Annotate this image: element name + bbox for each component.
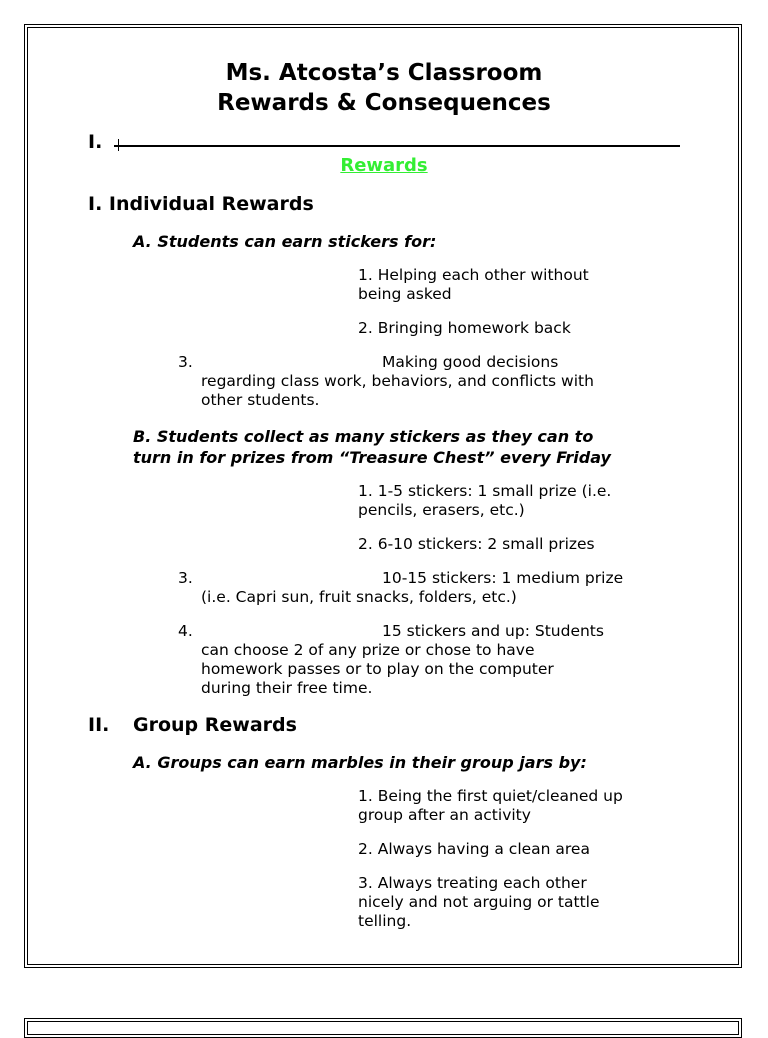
list-item: 1. 1-5 stickers: 1 small prize (i.e.: [358, 482, 612, 500]
section-group-rewards: Group Rewards: [133, 714, 297, 736]
list-item-cont: other students.: [201, 391, 320, 409]
subsection-b-collect-cont: turn in for prizes from “Treasure Chest” every Friday: [133, 448, 611, 467]
list-item-cont: homework passes or to play on the computer: [201, 660, 554, 678]
rule-tick-mark: [118, 139, 119, 151]
list-item-cont: regarding class work, behaviors, and conflicts with: [201, 372, 594, 390]
list-item: 2. 6-10 stickers: 2 small prizes: [358, 535, 595, 553]
list-item-number: 3.: [178, 353, 193, 371]
list-item: 1. Helping each other without: [358, 266, 589, 284]
roman-marker: I.: [88, 131, 103, 153]
list-item-cont: nicely and not arguing or tattle: [358, 893, 600, 911]
list-item-cont: during their free time.: [201, 679, 373, 697]
horizontal-rule: [110, 137, 680, 151]
next-page-border: [24, 1018, 742, 1038]
list-item: 15 stickers and up: Students: [382, 622, 604, 640]
section-individual-rewards: I. Individual Rewards: [88, 193, 314, 215]
list-item-cont: group after an activity: [358, 806, 531, 824]
list-item: 10-15 stickers: 1 medium prize: [382, 569, 624, 587]
subsection-a-marbles: A. Groups can earn marbles in their group jars by:: [133, 753, 587, 772]
list-item-cont: being asked: [358, 285, 452, 303]
page-subtitle: Rewards & Consequences: [217, 90, 551, 116]
list-item: 2. Bringing homework back: [358, 319, 571, 337]
list-item-cont: pencils, erasers, etc.): [358, 501, 525, 519]
list-item-cont: (i.e. Capri sun, fruit snacks, folders, etc.): [201, 588, 517, 606]
page-title: Ms. Atcosta’s Classroom: [225, 60, 543, 86]
list-item: Making good decisions: [382, 353, 559, 371]
list-item-cont: can choose 2 of any prize or chose to have: [201, 641, 535, 659]
list-item-number: 4.: [178, 622, 193, 640]
list-item: 1. Being the first quiet/cleaned up: [358, 787, 623, 805]
subsection-b-collect: B. Students collect as many stickers as they can to: [133, 427, 594, 446]
rewards-heading: Rewards: [340, 155, 428, 176]
list-item: 2. Always having a clean area: [358, 840, 590, 858]
list-item-cont: telling.: [358, 912, 412, 930]
list-item: 3. Always treating each other: [358, 874, 587, 892]
list-item-number: 3.: [178, 569, 193, 587]
subsection-a-stickers: A. Students can earn stickers for:: [133, 232, 437, 251]
section-group-numeral: II.: [88, 714, 110, 736]
